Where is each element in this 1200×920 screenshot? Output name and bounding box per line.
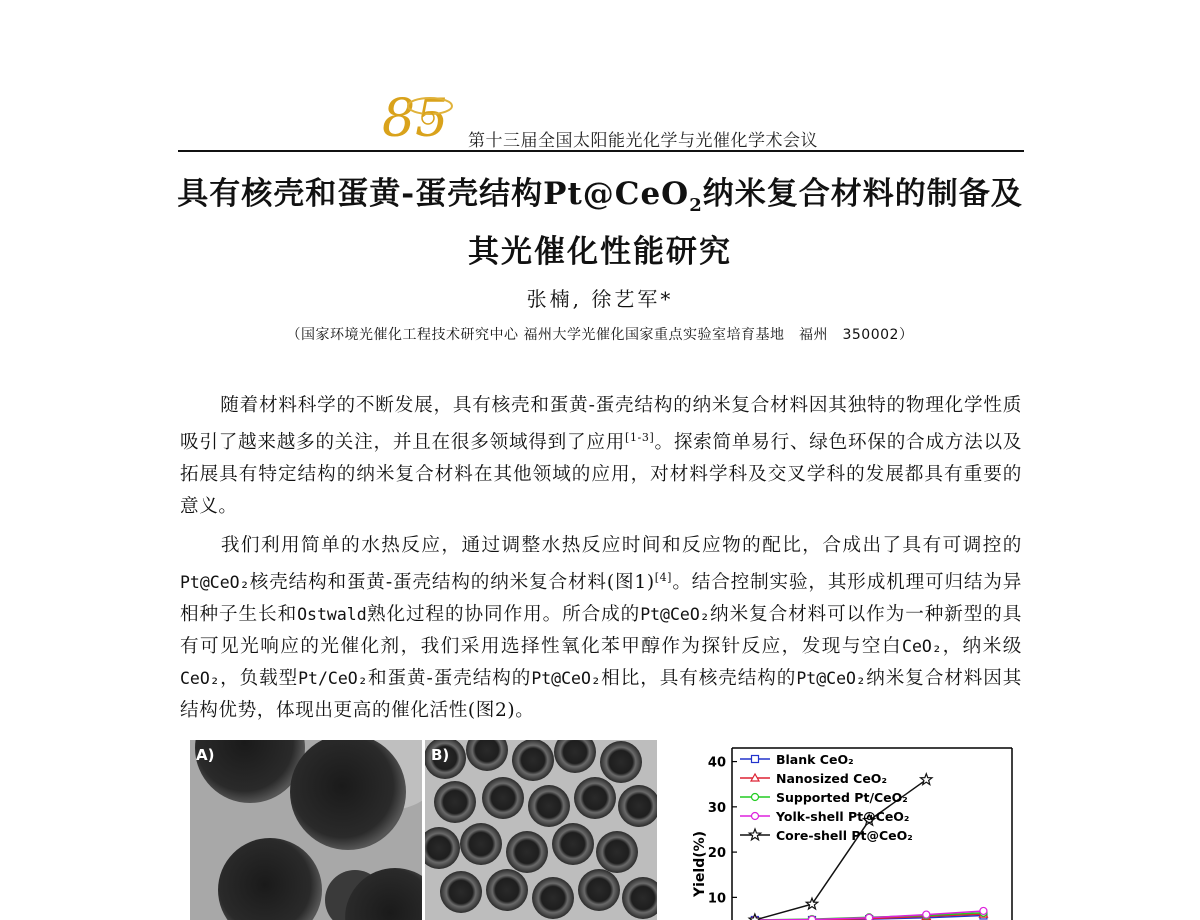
p2-formula-6: Pt/CeO₂ — [298, 669, 368, 689]
tem-b-graphic — [425, 740, 657, 920]
data-point — [980, 907, 987, 914]
data-point — [752, 756, 759, 763]
data-point — [809, 916, 816, 920]
title-part-a: 具有核壳和蛋黄-蛋壳结构Pt@CeO — [177, 176, 690, 212]
legend-label: Supported Pt/CeO₂ — [776, 790, 908, 805]
yolk-shell-sphere — [600, 741, 642, 783]
legend-label: Yolk-shell Pt@CeO₂ — [776, 809, 910, 824]
y-tick-label: 30 — [707, 800, 726, 816]
p1-text-b: 。探索简单易行、绿色环保的合成方法以及拓展具有特定结构的纳米复合材料在其他领域的应用，对材料学科及交叉学科的发展都具有重要的意义。 — [180, 432, 1022, 518]
title-part-b: 纳米复合材料的制备及 — [702, 176, 1023, 212]
affiliation: （国家环境光催化工程技术研究中心 福州大学光催化国家重点实验室培育基地 福州 350002） — [286, 327, 914, 343]
conference-name: 第十三届全国太阳能光化学与光催化学术会议 — [468, 131, 818, 151]
tem-a-graphic — [190, 740, 422, 920]
y-tick-label: 10 — [707, 891, 726, 907]
panel-label-b: B) — [431, 746, 450, 764]
yolk-shell-sphere — [528, 785, 570, 827]
p2-text-a: 我们利用简单的水热反应，通过调整水热反应时间和反应物的配比，合成出了具有可调控的 — [220, 535, 1022, 556]
conference-logo — [378, 86, 458, 144]
p2-formula-5: CeO₂ — [180, 669, 220, 689]
yolk-shell-sphere — [486, 869, 528, 911]
yolk-shell-sphere — [552, 823, 594, 865]
yolk-shell-sphere — [578, 869, 620, 911]
legend-label: Blank CeO₂ — [776, 752, 854, 767]
p2-text-b: 核壳结构和蛋黄-蛋壳结构的纳米复合材料(图1) — [249, 572, 655, 594]
yolk-shell-sphere — [434, 781, 476, 823]
data-point — [752, 813, 759, 820]
authors: 张楠, 徐艺军* — [526, 287, 674, 311]
yolk-shell-sphere — [532, 877, 574, 919]
citation-4: [4] — [654, 571, 673, 584]
y-axis-label: Yield(%) — [692, 830, 708, 898]
data-point — [923, 911, 930, 918]
legend-label: Nanosized CeO₂ — [776, 771, 887, 786]
legend-label: Core-shell Pt@CeO₂ — [776, 828, 913, 843]
paper-title-line1 — [0, 168, 1200, 216]
yolk-shell-sphere — [596, 831, 638, 873]
panel-label-a: A) — [196, 746, 215, 764]
p2-text-g: ，负载型 — [219, 668, 299, 690]
p2-formula-4: CeO₂ — [902, 637, 942, 657]
paragraph-1 — [180, 390, 1022, 523]
p2-text-h: 和蛋黄-蛋壳结构的 — [367, 668, 532, 690]
header-divider — [178, 150, 1024, 152]
p2-text-j: 纳米复合材料因其结构优势，体现出更高的催化活性(图2)。 — [180, 668, 1022, 722]
y-tick-label: 20 — [707, 846, 726, 862]
p2-formula-1: Pt@CeO₂ — [180, 573, 250, 593]
data-point — [749, 829, 760, 840]
yolk-shell-sphere — [440, 871, 482, 913]
p2-text-d: 熟化过程的协同作用。所合成的 — [366, 604, 641, 626]
yolk-shell-sphere — [460, 823, 502, 865]
p2-text-f: ，纳米级 — [941, 636, 1022, 658]
yolk-shell-sphere — [574, 777, 616, 819]
p1-text-a: 随着材料科学的不断发展，具有核壳和蛋黄-蛋壳结构的纳米复合材料因其独特的物理化学性质吸引了越来越多的关注，并且在很多领域得到了应用 — [180, 395, 1022, 454]
yolk-shell-sphere — [482, 777, 524, 819]
p2-text-i: 相比，具有核壳结构的 — [600, 668, 797, 690]
p2-formula-8: Pt@CeO₂ — [796, 669, 866, 689]
paragraph-2 — [180, 530, 1022, 727]
title-subscript: 2 — [689, 195, 703, 217]
y-tick-label: 40 — [707, 755, 726, 771]
yolk-shell-sphere — [506, 831, 548, 873]
p2-formula-7: Pt@CeO₂ — [531, 669, 601, 689]
tem-image-b — [425, 740, 657, 920]
data-point — [806, 898, 817, 909]
citation-1-3: [1-3] — [625, 431, 655, 444]
yolk-shell-sphere — [512, 740, 554, 781]
yield-chart — [680, 742, 1020, 920]
p2-ostwald: Ostwald — [297, 605, 367, 625]
paper-title-line2: 其光催化性能研究 — [468, 234, 732, 270]
data-point — [752, 794, 759, 801]
logo-text: 85 — [382, 89, 449, 144]
data-point — [866, 914, 873, 920]
tem-image-a — [190, 740, 422, 920]
p2-text-c: 。结合控制实验，其形成机理可归结为异相种子生长和 — [180, 572, 1023, 626]
p2-text-e: 纳米复合材料可以作为一种新型的具有可见光响应的光催化剂，我们采用选择性氧化苯甲醇作为探针反应，发现与空白 — [180, 604, 1022, 658]
p2-formula-3: Pt@CeO₂ — [640, 605, 710, 625]
